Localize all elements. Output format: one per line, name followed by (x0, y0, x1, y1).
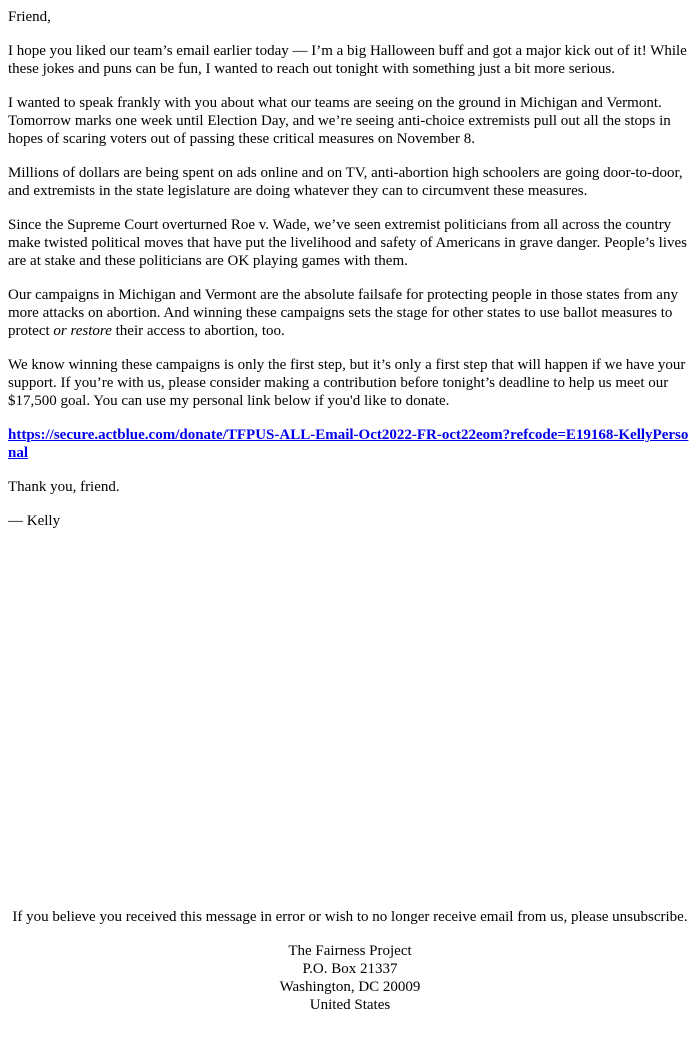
org-name: The Fairness Project (288, 943, 412, 959)
donate-link[interactable]: https://secure.actblue.com/donate/TFPUS-ALL-Email-Oct2022-FR-oct22eom?refcode=E19168-KellyPersonal (8, 427, 689, 461)
unsubscribe-text[interactable]: If you believe you received this message in error or wish to no longer receive email from us, please unsubscribe. (12, 909, 688, 925)
mailing-address (0, 942, 700, 1014)
city-state-zip: Washington, DC 20009 (279, 979, 421, 995)
footer (0, 908, 700, 1014)
paragraph-support: We know winning these campaigns is only the first step, but it’s only a first step that will happen if we have your support. If you’re with us, please consider making a contribution before tonight’s deadline to help us meet our $17,500 goal. You can use my personal link below if you'd like to donate. (8, 357, 686, 409)
paragraph-spending: Millions of dollars are being spent on ads online and on TV, anti-abortion high schoolers are going door-to-door, and extremists in the state legislature are doing whatever they can to circumvent these measures. (8, 165, 683, 199)
paragraph-campaigns (8, 286, 692, 340)
paragraph-campaigns-before: Our campaigns in Michigan and Vermont are the absolute failsafe for protecting people in those states from any more attacks on abortion. And winning these campaigns sets the stage for other states to use ballot measures to protect (8, 287, 678, 339)
paragraph-ground-report: I wanted to speak frankly with you about what our teams are seeing on the ground in Michigan and Vermont. Tomorrow marks one week until Election Day, and we’re seeing anti-choice extremists pull out all the stops in hopes of scaring voters out of passing these critical measures on November 8. (8, 95, 671, 147)
po-box: P.O. Box 21337 (302, 961, 398, 977)
email-body (8, 8, 692, 546)
emphasis-or-restore: or restore (53, 323, 112, 339)
country: United States (309, 997, 391, 1013)
closing: Thank you, friend. (8, 479, 120, 495)
paragraph-intro: I hope you liked our team’s email earlier today — I’m a big Halloween buff and got a major kick out of it! While these jokes and puns can be fun, I wanted to reach out tonight with something just a bit more serious. (8, 43, 687, 77)
paragraph-campaigns-after: their access to abortion, too. (111, 323, 285, 339)
paragraph-supreme-court: Since the Supreme Court overturned Roe v. Wade, we’ve seen extremist politicians from all across the country make twisted political moves that have put the livelihood and safety of Americans in grave danger. People’s lives are at stake and these politicians are OK playing games with them. (8, 217, 687, 269)
donate-link-paragraph (8, 426, 692, 462)
greeting: Friend, (8, 9, 51, 25)
signature: — Kelly (8, 513, 61, 529)
